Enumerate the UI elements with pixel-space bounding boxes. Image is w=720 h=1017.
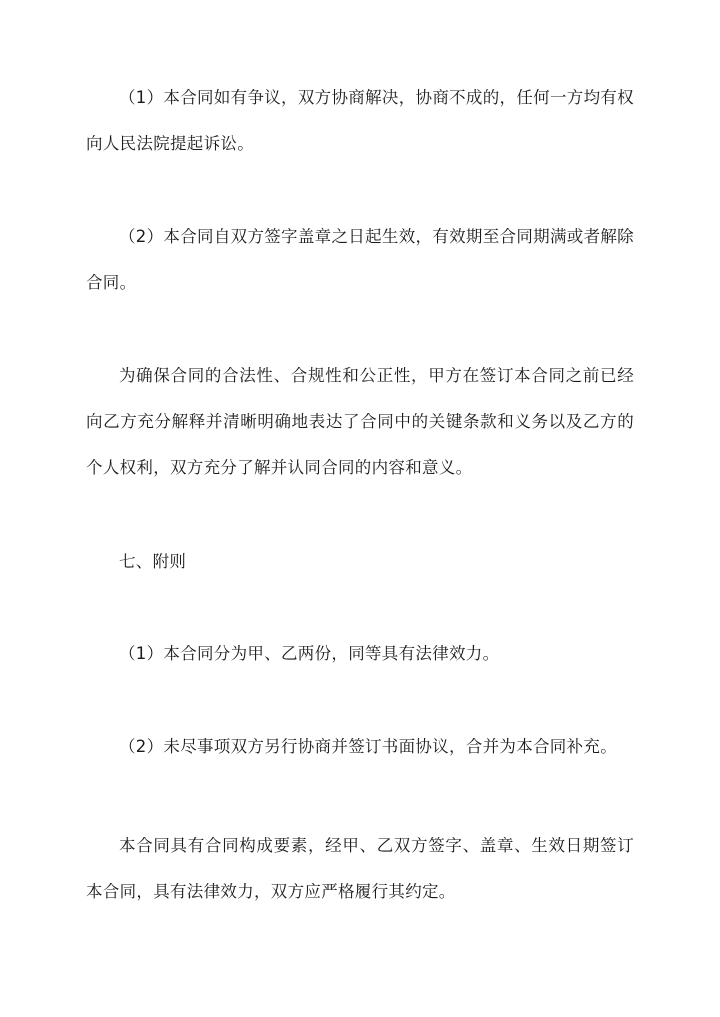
clause-supplementary: （2）未尽事项双方另行协商并签订书面协议，合并为本合同补充。 bbox=[119, 737, 617, 756]
clause-binding-effect: 本合同具有合同构成要素，经甲、乙双方签字、盖章、生效日期签订本合同，具有法律效力，双方应严格履行其约定。 bbox=[86, 836, 634, 901]
clause-legality-statement: 为确保合同的合法性、合规性和公正性，甲方在签订本合同之前已经向乙方充分解释并清晰明确地表达了合同中的关键条款和义务以及乙方的个人权利，双方充分了解并认同合同的内容和意义。 bbox=[86, 366, 634, 477]
clause-effective-date: （2）本合同自双方签字盖章之日起生效，有效期至合同期满或者解除合同。 bbox=[86, 227, 634, 292]
section-heading-appendix: 七、附则 bbox=[119, 552, 187, 571]
clause-dispute-resolution: （1）本合同如有争议，双方协商解决，协商不成的，任何一方均有权向人民法院提起诉讼。 bbox=[86, 88, 634, 153]
clause-copies: （1）本合同分为甲、乙两份，同等具有法律效力。 bbox=[119, 644, 500, 663]
